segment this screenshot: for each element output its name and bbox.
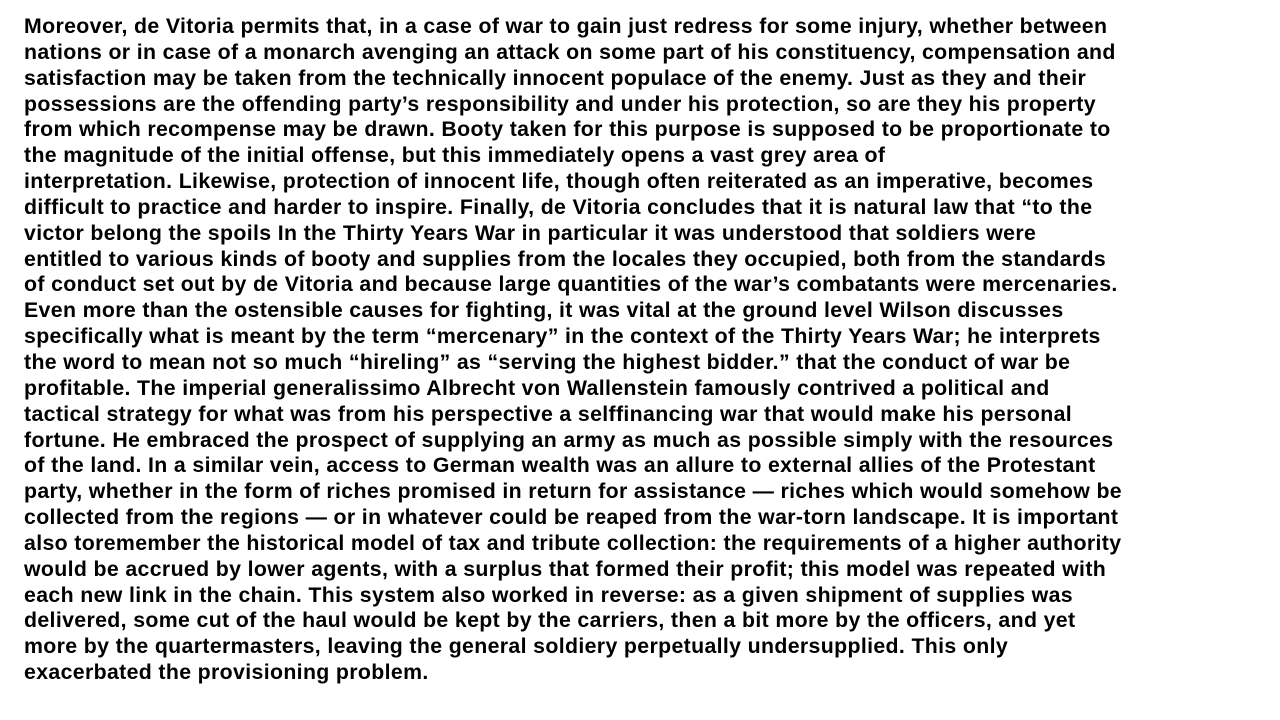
text-line: Even more than the ostensible causes for fighting, it was vital at the ground level Wilson discusses [24,298,1064,323]
text-line: possessions are the offending party’s responsibility and under his protection, so are they his property [24,91,1096,116]
text-line: exacerbated the provisioning problem. [24,660,429,685]
text-line: the word to mean not so much “hireling” as “serving the highest bidder.” that the conduct of war be [24,349,1071,374]
text-line: party, whether in the form of riches promised in return for assistance — riches which would somehow be [24,479,1122,504]
text-line: specifically what is meant by the term “mercenary” in the context of the Thirty Years War; he interprets [24,324,1101,349]
text-line: nations or in case of a monarch avenging an attack on some part of his constituency, compensation and [24,39,1116,64]
text-line: interpretation. Likewise, protection of innocent life, though often reiterated as an imperative, becomes [24,169,1094,194]
text-line: more by the quartermasters, leaving the general soldiery perpetually undersupplied. This only [24,634,1009,659]
text-line: delivered, some cut of the haul would be kept by the carriers, then a bit more by the officers, and yet [24,608,1076,633]
text-line: of conduct set out by de Vitoria and because large quantities of the war’s combatants were mercenaries. [24,272,1118,297]
text-line: difficult to practice and harder to inspire. Finally, de Vitoria concludes that it is natural law that “to the [24,194,1093,219]
text-line: victor belong the spoils In the Thirty Years War in particular it was understood that soldiers were [24,220,1037,245]
text-line: would be accrued by lower agents, with a surplus that formed their profit; this model was repeated with [24,556,1107,581]
document-body [24,14,1264,686]
text-line: collected from the regions — or in whatever could be reaped from the war-torn landscape. It is important [24,505,1119,530]
text-line: Moreover, de Vitoria permits that, in a case of war to gain just redress for some injury, whether between [24,14,1108,38]
text-line: fortune. He embraced the prospect of supplying an army as much as possible simply with the resources [24,427,1114,452]
text-line: also toremember the historical model of tax and tribute collection: the requirements of a higher authority [24,530,1122,555]
text-line: tactical strategy for what was from his perspective a selffinancing war that would make his personal [24,401,1073,426]
text-line: each new link in the chain. This system also worked in reverse: as a given shipment of supplies was [24,582,1073,607]
text-line: entitled to various kinds of booty and supplies from the locales they occupied, both from the standards [24,246,1107,271]
text-line: from which recompense may be drawn. Booty taken for this purpose is supposed to be proportionate to [24,117,1111,142]
text-line: the magnitude of the initial offense, but this immediately opens a vast grey area of [24,143,886,168]
text-line: satisfaction may be taken from the technically innocent populace of the enemy. Just as they and their [24,65,1087,90]
text-line: profitable. The imperial generalissimo Albrecht von Wallenstein famously contrived a political and [24,375,1050,400]
text-line: of the land. In a similar vein, access to German wealth was an allure to external allies of the Protestant [24,453,1096,478]
